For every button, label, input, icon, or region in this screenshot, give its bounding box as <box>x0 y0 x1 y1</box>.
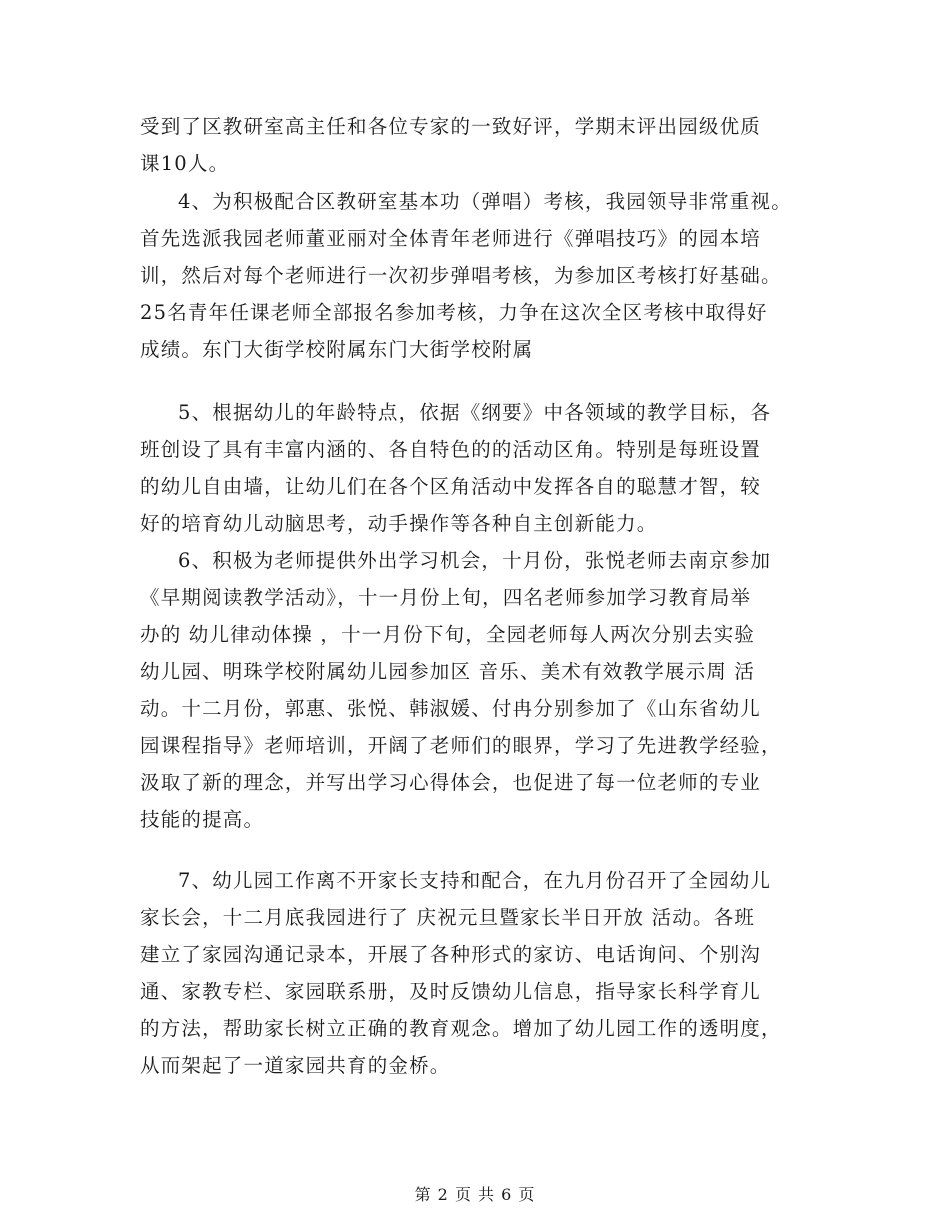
text-line: 受到了区教研室高主任和各位专家的一致好评，学期末评出园级优质 <box>140 115 762 138</box>
text-line: 训，然后对每个老师进行一次初步弹唱考核，为参加区考核打好基础。 <box>140 264 782 287</box>
text-line: 办的 幼儿律动体操 ，十一月份下旬，全园老师每人两次分别去实验 <box>140 623 756 646</box>
text-line: 好的培育幼儿动脑思考，动手操作等各种自主创新能力。 <box>140 512 658 535</box>
text-line: 25名青年任课老师全部报名参加考核，力争在这次全区考核中取得好 <box>140 301 768 324</box>
text-line: 《早期阅读教学活动》，十一月份上旬，四名老师参加学习教育局举 <box>140 586 752 609</box>
text-line: 通、家教专栏、家园联系册，及时反馈幼儿信息，指导家长科学育儿 <box>140 980 762 1003</box>
text-line: 的幼儿自由墙，让幼儿们在各个区角活动中发挥各自的聪慧才智，较 <box>140 475 762 498</box>
text-line: 课10人。 <box>140 152 230 175</box>
text-line: 从而架起了一道家园共育的金桥。 <box>140 1054 451 1077</box>
text-line: 技能的提高。 <box>140 808 265 831</box>
text-line: 动。十二月份，郭惠、张悦、韩淑媛、付冉分别参加了《山东省幼儿 <box>140 697 762 720</box>
text-line: 首先选派我园老师董亚丽对全体青年老师进行《弹唱技巧》的园本培 <box>140 227 762 250</box>
paragraph-4-start: 4、为积极配合区教研室基本功（弹唱）考核，我园领导非常重视。 <box>178 190 792 213</box>
text-line: 的方法，帮助家长树立正确的教育观念。增加了幼儿园工作的透明度， <box>140 1017 782 1040</box>
page-footer: 第 2 页 共 6 页 <box>414 1185 536 1204</box>
paragraph-5-start: 5、根据幼儿的年龄特点，依据《纲要》中各领域的教学目标，各 <box>178 401 772 424</box>
text-line: 幼儿园、明珠学校附属幼儿园参加区 音乐、美术有效教学展示周 活 <box>140 660 756 683</box>
text-line: 家长会，十二月底我园进行了 庆祝元旦暨家长半日开放 活动。各班 <box>140 906 756 929</box>
text-line: 园课程指导》老师培训，开阔了老师们的眼界，学习了先进教学经验， <box>140 734 782 757</box>
text-line: 班创设了具有丰富内涵的、各自特色的的活动区角。特别是每班设置 <box>140 438 762 461</box>
paragraph-7-start: 7、幼儿园工作离不开家长支持和配合，在九月份召开了全园幼儿 <box>178 869 772 892</box>
text-line: 汲取了新的理念，并写出学习心得体会，也促进了每一位老师的专业 <box>140 771 762 794</box>
text-line: 建立了家园沟通记录本，开展了各种形式的家访、电话询问、个别沟 <box>140 943 762 966</box>
text-line: 成绩。东门大街学校附属东门大街学校附属 <box>140 338 534 361</box>
paragraph-6-start: 6、积极为老师提供外出学习机会，十月份，张悦老师去南京参加 <box>178 549 772 572</box>
